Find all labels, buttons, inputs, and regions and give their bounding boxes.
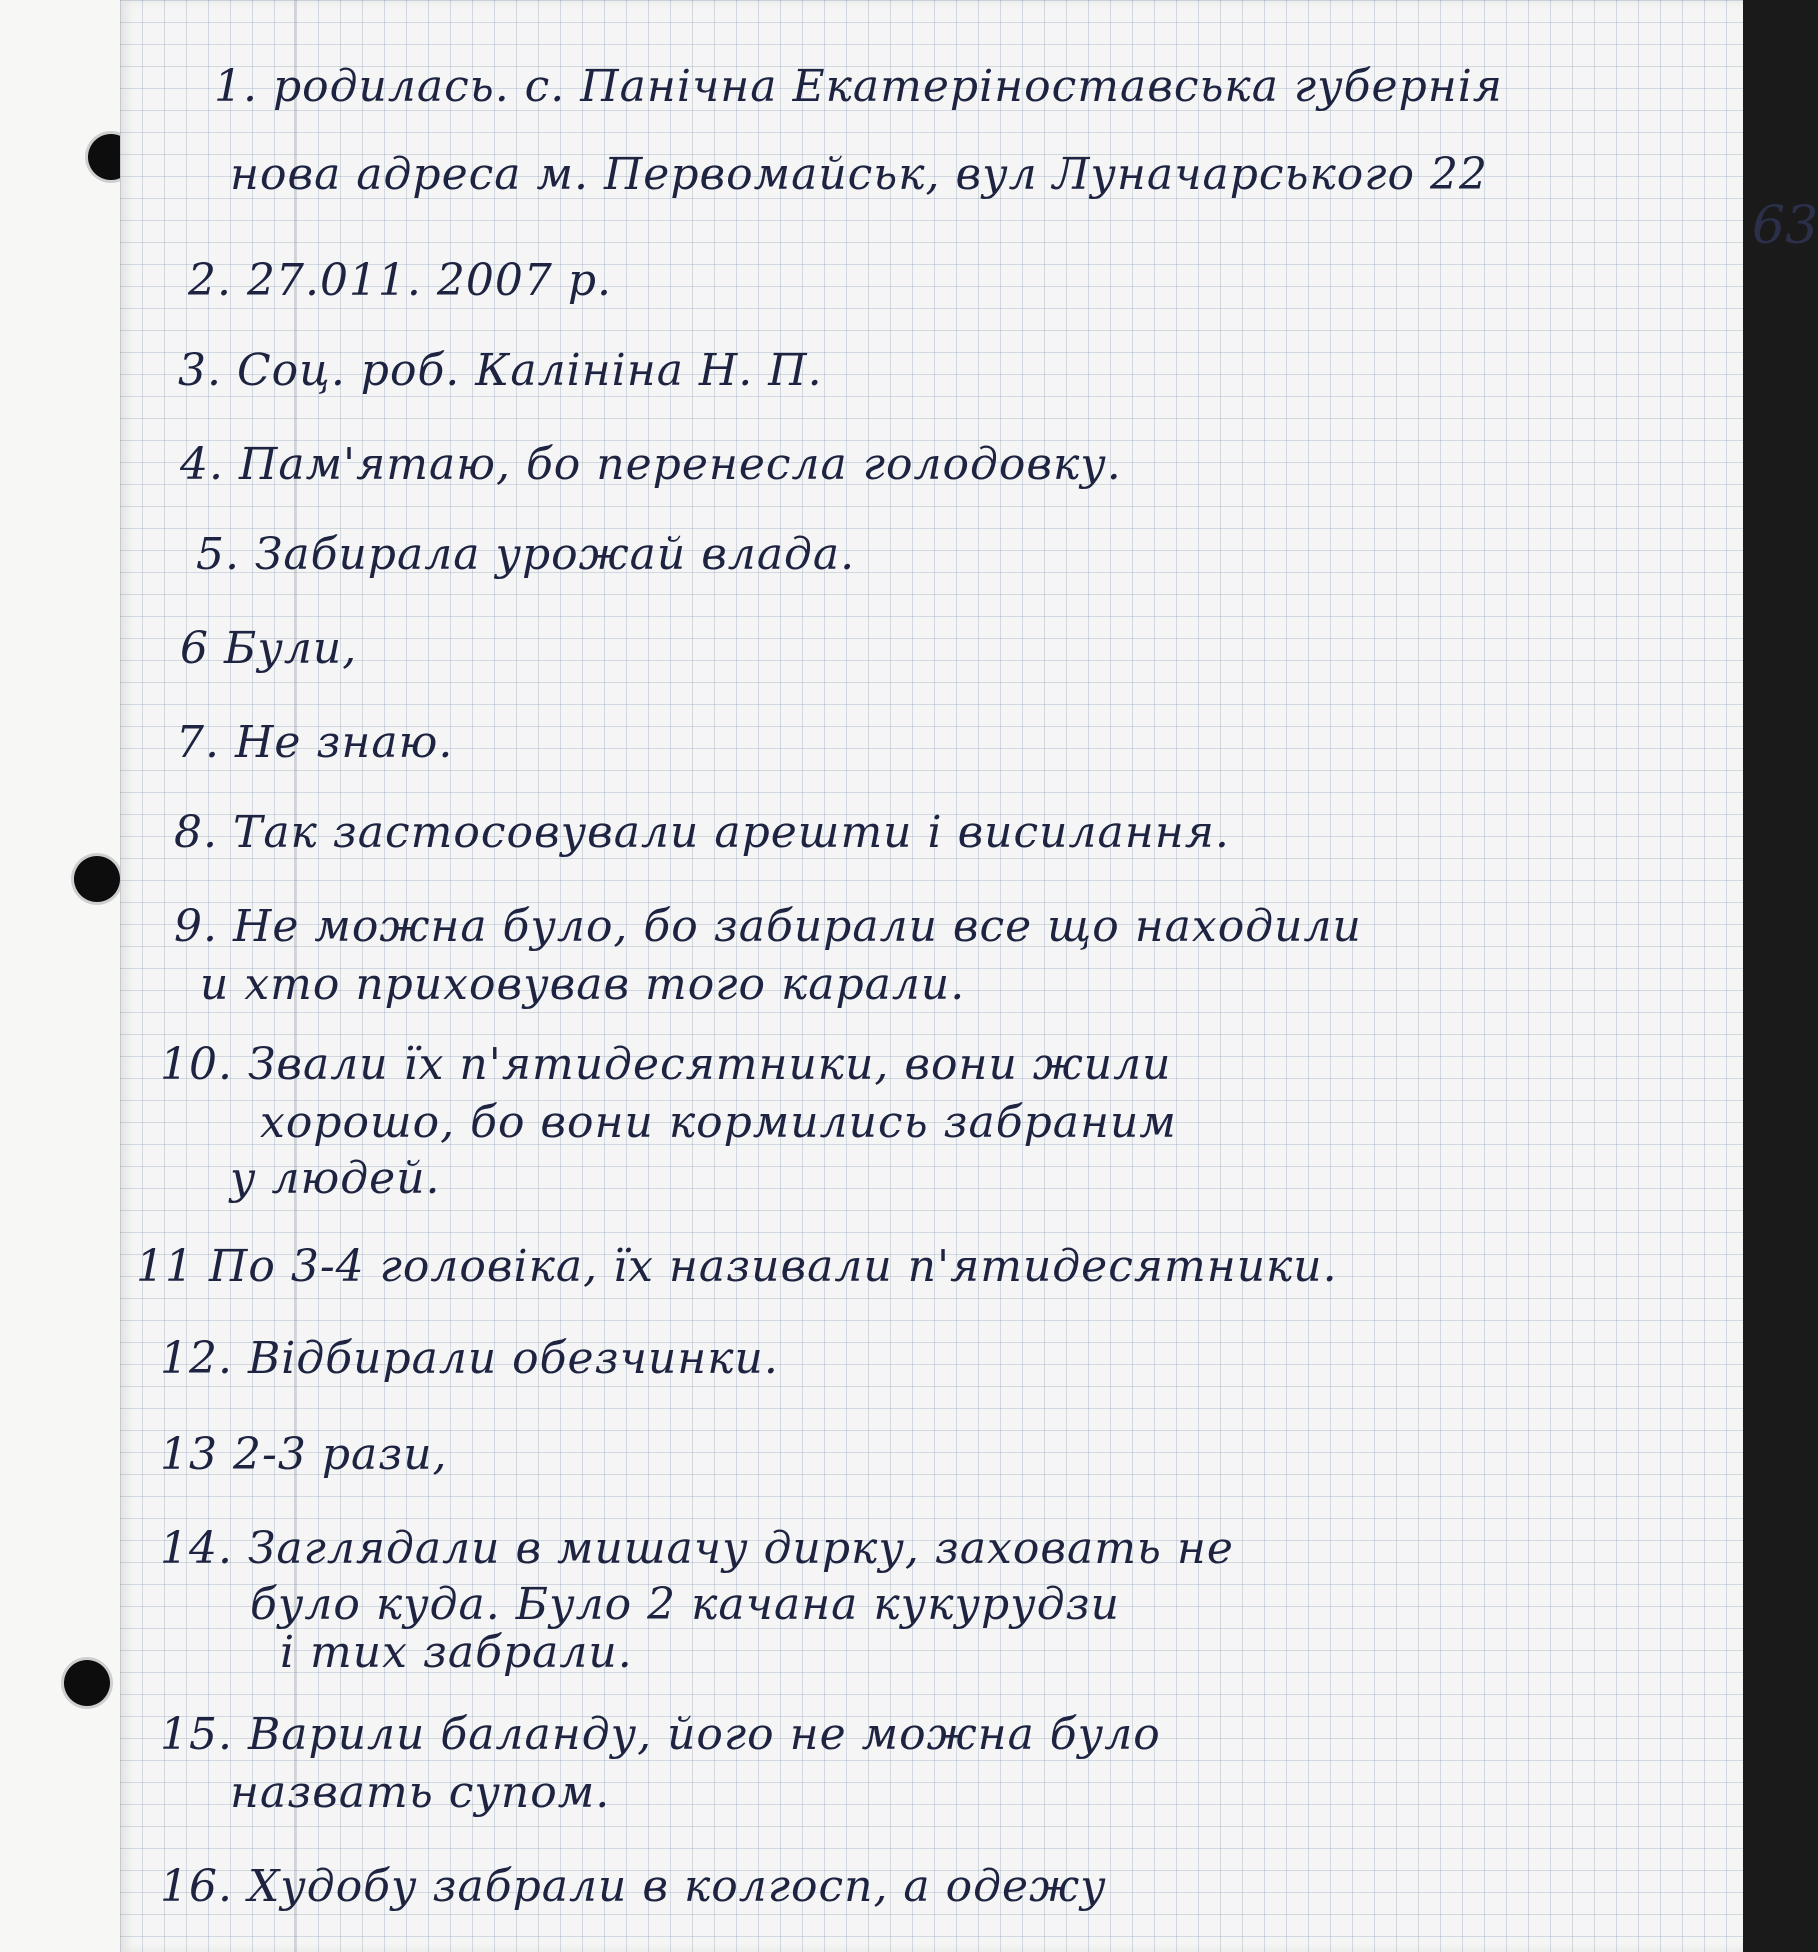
handwritten-line: 3. Соц. роб. Калініна Н. П. [178,345,823,396]
page-number: 63 [1752,196,1818,256]
handwritten-line: було куда. Було 2 качана кукурудзи [250,1579,1120,1630]
handwritten-line: 7. Не знаю. [176,717,454,768]
handwritten-line: 1. родилась. с. Панічна Екатеріноставська губернія [214,61,1503,112]
handwritten-line: нова адреса м. Первомайськ, вул Луначарського 22 [230,149,1488,200]
handwritten-line: 15. Варили баланду, його не можна було [160,1709,1161,1760]
handwritten-line: 10. Звали їх п'ятидесятники, вони жили [160,1039,1172,1090]
handwritten-line: у людей. [230,1153,441,1204]
handwritten-line: 16. Худобу забрали в колгосп, а одежу [160,1861,1107,1912]
handwritten-line: 9. Не можна було, бо забирали все що находили [174,901,1362,952]
handwritten-line: 12. Відбирали обезчинки. [160,1333,779,1384]
notebook-page [120,0,1818,1952]
punch-hole-middle [74,856,120,902]
handwritten-line: и хто приховував того карали. [200,959,966,1010]
handwritten-line: 4. Пам'ятаю, бо перенесла голодовку. [180,439,1122,490]
handwritten-line: 5. Забирала урожай влада. [196,529,856,580]
handwritten-line: 13 2-3 рази, [160,1429,448,1480]
handwritten-line: 2. 27.011. 2007 р. [188,255,613,306]
handwritten-line: 11 По 3-4 головіка, їх називали п'ятидесятники. [136,1241,1338,1292]
handwritten-line: і тих забрали. [280,1627,633,1678]
handwritten-line: 14. Заглядали в мишачу дирку, заховать не [160,1523,1234,1574]
handwritten-line: назвать супом. [230,1767,611,1818]
handwritten-line: 6 Були, [180,623,358,674]
handwritten-line: 8. Так застосовували арешти і висилання. [174,807,1230,858]
punch-hole-bottom [64,1660,110,1706]
handwritten-line: хорошо, бо вони кормились забраним [260,1097,1177,1148]
